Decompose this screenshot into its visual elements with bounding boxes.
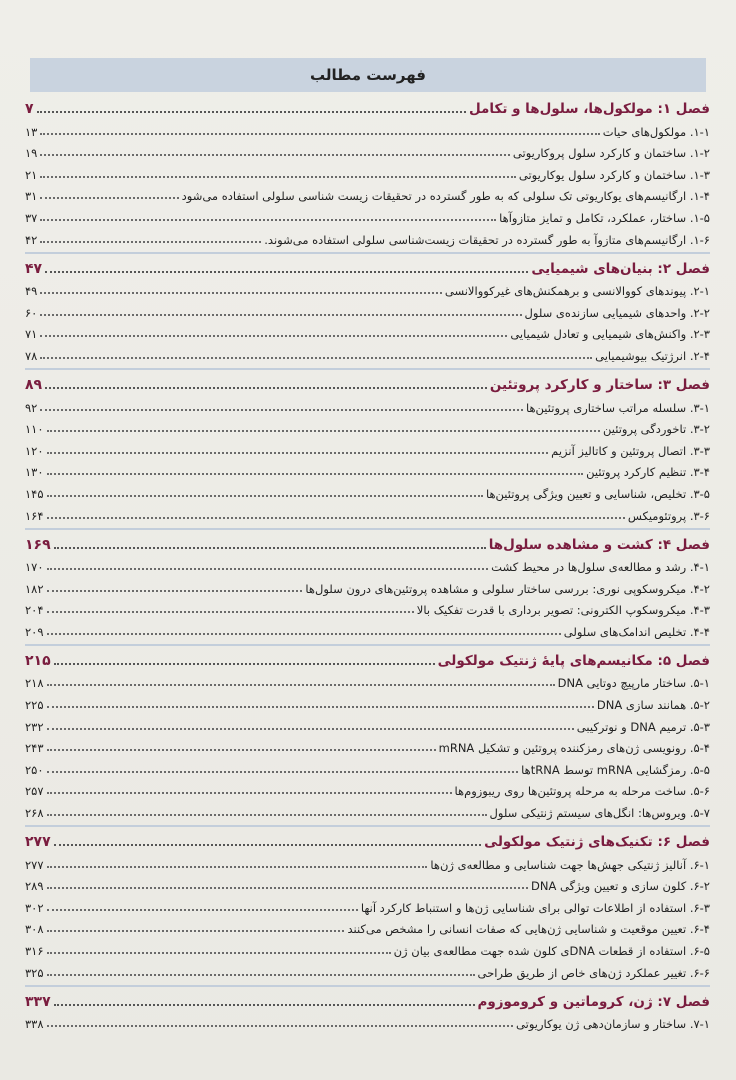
entry-title: ۱-۴. ارگانیسم‌های یوکاریوتی تک سلولی که به طور گسترده در تحقیقات زیست شناسی سلولی استفاده می‌شود	[181, 189, 710, 204]
dot-leader	[47, 909, 358, 911]
entry-title: ۱-۲. ساختمان و کارکرد سلول پروکاریوتی	[512, 146, 710, 161]
entry-title: ۱-۶. ارگانیسم‌های متازوآ به طور گسترده در تحقیقات زیست‌شناسی سلولی استفاده می‌شوند.	[264, 232, 710, 247]
entry-title: ۳-۵. تخلیص، شناسایی و تعیین ویژگی پروتئین‌ها	[485, 486, 710, 501]
dot-leader	[47, 866, 428, 868]
toc-entry[interactable]	[25, 160, 710, 182]
entry-title: ۵-۷. ویروس‌ها: انگل‌های سیستم ژنتیکی سلول	[489, 806, 710, 821]
entry-title: ۳-۳. اتصال پروتئین و کاتالیز آنزیم	[551, 443, 710, 458]
entry-page-number: ۱۸۲	[25, 581, 44, 596]
toc-entry[interactable]	[25, 1010, 710, 1032]
dot-leader	[47, 706, 594, 708]
entry-page-number: ۲۴۳	[25, 741, 44, 756]
entry-page-number: ۲۱۸	[25, 676, 44, 691]
page-title: فهرست مطالب	[310, 66, 426, 84]
dot-leader	[40, 197, 178, 199]
toc-entry[interactable]	[25, 501, 710, 523]
chapter-page-number: ۸۹	[25, 376, 43, 393]
chapter-heading[interactable]	[25, 989, 710, 1010]
entry-page-number: ۳۰۲	[25, 900, 44, 915]
entry-title: ۶-۱. آنالیز ژنتیکی جهش‌ها جهت شناسایی و مطالعه‌ی ژن‌ها	[430, 857, 710, 872]
entry-title: ۶-۲. کلون سازی و تعیین ویژگی DNA	[531, 879, 710, 894]
entry-page-number: ۲۰۴	[25, 603, 44, 618]
chapter-separator	[25, 252, 710, 254]
entry-title: ۶-۴. تعیین موقعیت و شناسایی ژن‌هایی که صفات انسانی را مشخص می‌کنند	[347, 922, 710, 937]
entry-title: ۴-۴. تخلیص اندامک‌های سلولی	[563, 624, 710, 639]
entry-title: ۲-۲. واحدهای شیمیایی سازنده‌ی سلول	[524, 305, 710, 320]
dot-leader	[40, 335, 507, 337]
toc-entry[interactable]	[25, 182, 710, 204]
entry-page-number: ۱۱۰	[25, 422, 44, 437]
entry-page-number: ۲۵۰	[25, 762, 44, 777]
dot-leader	[47, 771, 519, 773]
entry-page-number: ۶۰	[25, 305, 38, 320]
entry-page-number: ۳۱۶	[25, 944, 44, 958]
dot-leader	[40, 241, 261, 243]
entry-page-number: ۲۱	[25, 167, 38, 182]
entry-page-number: ۱۲۰	[25, 443, 44, 458]
chapter-page-number: ۲۱۵	[25, 652, 51, 669]
entry-title: ۱-۱. مولکول‌های حیات	[602, 124, 710, 139]
toc-entry[interactable]	[25, 798, 710, 820]
entry-title: ۴-۳. میکروسکوپ الکترونی: تصویر برداری با قدرت تفکیک بالا	[416, 603, 710, 618]
toc-entry[interactable]	[25, 458, 710, 480]
dot-leader	[40, 154, 510, 156]
toc-title-bar	[30, 58, 706, 92]
entry-title: ۵-۵. رمزگشایی mRNA توسط tRNAها	[521, 762, 710, 777]
dot-leader	[47, 952, 391, 954]
dot-leader	[47, 473, 584, 475]
entry-title: ۳-۴. تنظیم کارکرد پروتئین	[586, 465, 710, 480]
dot-leader	[47, 974, 475, 976]
toc-entry[interactable]	[25, 690, 710, 712]
toc-entry[interactable]	[25, 553, 710, 575]
chapter-heading[interactable]	[25, 256, 710, 277]
chapter-separator	[25, 985, 710, 987]
toc-entry[interactable]	[25, 479, 710, 501]
dot-leader	[47, 633, 561, 635]
dot-leader	[40, 357, 592, 359]
entry-title: ۵-۶. ساخت مرحله به مرحله پروتئین‌ها روی ریبوزوم‌ها	[454, 784, 710, 799]
dot-leader	[47, 1025, 514, 1027]
entry-title: ۱-۵. ساختار، عملکرد، تکامل و تمایز متازوآها	[499, 210, 710, 225]
dot-leader	[45, 387, 487, 389]
toc-entry[interactable]	[25, 617, 710, 639]
toc-entry[interactable]	[25, 393, 710, 415]
chapter-title: فصل ۵: مکانیسم‌های پایهٔ ژنتیک مولکولی	[437, 652, 710, 669]
dot-leader	[40, 133, 599, 135]
chapter-heading[interactable]	[25, 648, 710, 669]
entry-page-number: ۱۳۰	[25, 465, 44, 480]
toc-entry[interactable]	[25, 225, 710, 247]
dot-leader	[54, 547, 486, 549]
entry-page-number: ۱۷۰	[25, 560, 44, 575]
dot-leader	[47, 792, 452, 794]
toc-entry[interactable]	[25, 850, 710, 872]
dot-leader	[40, 292, 442, 294]
entry-page-number: ۴۹	[25, 284, 38, 299]
entry-page-number: ۳۱	[25, 189, 38, 204]
toc-entry[interactable]	[25, 320, 710, 342]
chapter-heading[interactable]	[25, 96, 710, 117]
dot-leader	[47, 611, 414, 613]
entry-title: ۱-۳. ساختمان و کارکرد سلول یوکاریوتی	[518, 167, 710, 182]
toc-entry[interactable]	[25, 712, 710, 734]
chapter-heading[interactable]	[25, 532, 710, 553]
dot-leader	[47, 887, 529, 889]
dot-leader	[47, 590, 303, 592]
dot-leader	[40, 176, 516, 178]
toc-entry[interactable]	[25, 915, 710, 937]
entry-page-number: ۱۶۴	[25, 508, 44, 523]
dot-leader	[45, 271, 528, 273]
dot-leader	[47, 728, 574, 730]
dot-leader	[54, 844, 482, 846]
entry-title: ۶-۳. استفاده از اطلاعات توالی برای شناسایی ژن‌ها و استنباط کارکرد آنها	[360, 900, 710, 915]
chapter-title: فصل ۴: کشت و مشاهده سلول‌ها	[488, 536, 710, 553]
entry-title: ۲-۱. پیوندهای کووالانسی و برهمکنش‌های غیرکووالانسی	[444, 284, 710, 299]
dot-leader	[47, 430, 601, 432]
dot-leader	[47, 749, 436, 751]
chapter-title: فصل ۲: بنیان‌های شیمیایی	[531, 260, 710, 277]
chapter-page-number: ۲۷۷	[25, 834, 51, 851]
chapter-separator	[25, 368, 710, 370]
entry-page-number: ۳۷	[25, 210, 38, 225]
chapter-page-number: ۱۶۹	[25, 536, 51, 553]
chapter-heading[interactable]	[25, 829, 710, 850]
toc-entry[interactable]	[25, 117, 710, 139]
entry-title: ۵-۳. ترمیم DNA و نوترکیبی	[576, 719, 710, 734]
entry-title: ۶-۵. استفاده از قطعات DNAی کلون شده جهت مطالعه‌ی بیان ژن	[393, 944, 710, 958]
dot-leader	[40, 409, 523, 411]
entry-page-number: ۱۴۵	[25, 486, 44, 501]
entry-title: ۵-۲. همانند سازی DNA	[596, 698, 710, 713]
dot-leader	[54, 1004, 475, 1006]
toc-entry[interactable]	[25, 669, 710, 691]
entry-page-number: ۲۳۲	[25, 719, 44, 734]
entry-title: ۲-۳. واکنش‌های شیمیایی و تعادل شیمیایی	[510, 327, 710, 342]
dot-leader	[47, 568, 489, 570]
entry-page-number: ۳۳۸	[25, 1017, 44, 1032]
dot-leader	[54, 663, 435, 665]
entry-title: ۷-۱. ساختار و سازمان‌دهی ژن یوکاریوتی	[516, 1017, 710, 1032]
toc-entry[interactable]	[25, 139, 710, 161]
entry-page-number: ۲۸۹	[25, 879, 44, 894]
toc-entry[interactable]	[25, 341, 710, 363]
chapter-page-number: ۷	[25, 101, 34, 117]
toc-entry[interactable]	[25, 893, 710, 915]
toc-entry[interactable]	[25, 203, 710, 225]
toc-entry[interactable]	[25, 436, 710, 458]
toc-list	[25, 94, 710, 1031]
chapter-separator	[25, 825, 710, 827]
entry-title: ۴-۱. رشد و مطالعه‌ی سلول‌ها در محیط کشت	[491, 560, 710, 575]
dot-leader	[37, 111, 466, 113]
toc-entry[interactable]	[25, 277, 710, 299]
entry-page-number: ۲۷۷	[25, 857, 44, 872]
dot-leader	[47, 684, 555, 686]
toc-entry[interactable]	[25, 777, 710, 799]
toc-entry[interactable]	[25, 734, 710, 756]
toc-entry[interactable]	[25, 415, 710, 437]
chapter-page-number: ۳۳۷	[25, 993, 51, 1010]
toc-entry[interactable]	[25, 596, 710, 618]
entry-title: ۲-۴. انرژتیک بیوشیمیایی	[595, 348, 710, 363]
chapter-separator	[25, 644, 710, 646]
toc-entry[interactable]	[25, 872, 710, 894]
chapter-separator	[25, 528, 710, 530]
dot-leader	[47, 495, 483, 497]
toc-entry[interactable]	[25, 936, 710, 958]
entry-page-number: ۲۰۹	[25, 624, 44, 639]
entry-title: ۵-۱. ساختار مارپیچ دوتایی DNA	[557, 676, 710, 691]
dot-leader	[47, 814, 487, 816]
chapter-heading[interactable]	[25, 372, 710, 393]
chapter-page-number: ۴۷	[25, 260, 43, 277]
entry-page-number: ۴۲	[25, 232, 38, 247]
entry-page-number: ۲۶۸	[25, 806, 44, 821]
chapter-title: فصل ۳: ساختار و کارکرد پروتئین	[489, 376, 710, 393]
entry-page-number: ۳۲۵	[25, 965, 44, 980]
entry-page-number: ۲۲۵	[25, 698, 44, 713]
toc-entry[interactable]	[25, 958, 710, 980]
entry-title: ۶-۶. تغییر عملکرد ژن‌های خاص از طریق طراحی	[477, 965, 710, 980]
dot-leader	[47, 517, 625, 519]
entry-page-number: ۷۸	[25, 348, 38, 363]
dot-leader	[40, 314, 521, 316]
entry-title: ۳-۲. تاخوردگی پروتئین	[603, 422, 710, 437]
entry-page-number: ۹۲	[25, 400, 38, 415]
entry-title: ۳-۶. پروتئومیکس	[627, 508, 710, 523]
dot-leader	[47, 452, 549, 454]
dot-leader	[47, 930, 345, 932]
toc-entry[interactable]	[25, 755, 710, 777]
dot-leader	[40, 219, 496, 221]
chapter-title: فصل ۱: مولکول‌ها، سلول‌ها و تکامل	[468, 101, 710, 117]
entry-title: ۴-۲. میکروسکوپی نوری: بررسی ساختار سلولی و مشاهده پروتئین‌های درون سلول‌ها	[305, 581, 710, 596]
chapter-title: فصل ۶: تکنیک‌های ژنتیک مولکولی	[484, 834, 710, 851]
entry-page-number: ۷۱	[25, 327, 38, 342]
entry-page-number: ۳۰۸	[25, 922, 44, 937]
entry-page-number: ۲۵۷	[25, 784, 44, 799]
entry-title: ۳-۱. سلسله مراتب ساختاری پروتئین‌ها	[525, 400, 710, 415]
entry-page-number: ۱۹	[25, 146, 38, 161]
entry-page-number: ۱۳	[25, 124, 38, 139]
toc-entry[interactable]	[25, 298, 710, 320]
toc-entry[interactable]	[25, 574, 710, 596]
chapter-title: فصل ۷: ژن، کروماتین و کروموزوم	[477, 993, 710, 1010]
entry-title: ۵-۴. رونویسی ژن‌های رمزکننده پروتئین و تشکیل mRNA	[438, 741, 710, 756]
